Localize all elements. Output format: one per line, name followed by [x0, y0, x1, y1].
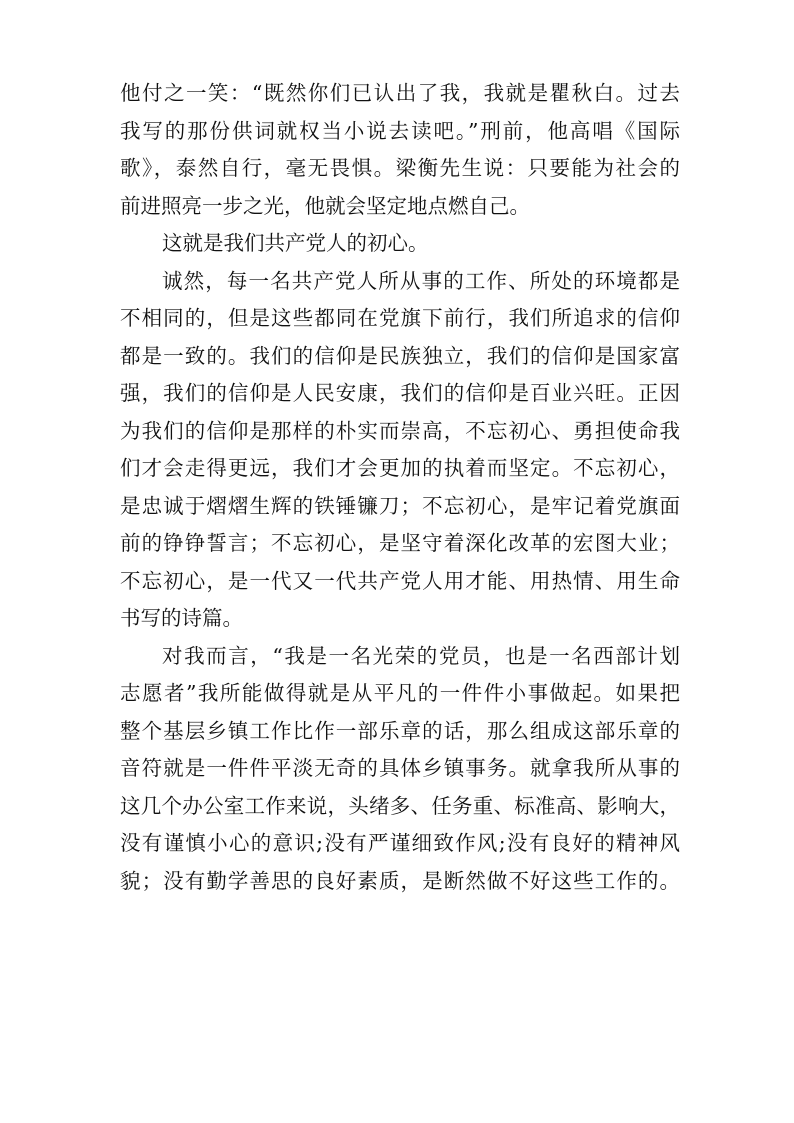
text-line: 们才会走得更远，我们才会更加的执着而坚定。不忘初心， [120, 456, 680, 480]
text-line: 志愿者”我所能做得就是从平凡的一件件小事做起。如果把 [120, 681, 680, 705]
text-line: 整个基层乡镇工作比作一部乐章的话，那么组成这部乐章的 [120, 718, 680, 743]
body-text [120, 75, 680, 900]
text-line: 强，我们的信仰是人民安康，我们的信仰是百业兴旺。正因 [120, 381, 680, 405]
text-line: 他付之一笑：“既然你们已认出了我，我就是瞿秋白。过去 [120, 81, 680, 105]
text-line: 为我们的信仰是那样的朴实而崇高，不忘初心、勇担使命我 [120, 418, 680, 443]
paragraph-start-line: 这就是我们共产党人的初心。 [162, 231, 429, 255]
text-line: 歌》，泰然自行，毫无畏惧。梁衡先生说：只要能为社会的 [120, 156, 680, 180]
paragraph-start-line: 诚然，每一名共产党人所从事的工作、所处的环境都是 [162, 268, 680, 293]
text-line: 前的铮铮誓言；不忘初心，是坚守着深化改革的宏图大业； [120, 531, 680, 555]
text-line: 这几个办公室工作来说，头绪多、任务重、标准高、影响大， [120, 793, 680, 818]
paragraph-start-line: 对我而言，“我是一名光荣的党员，也是一名西部计划 [162, 643, 680, 668]
text-line: 我写的那份供词就权当小说去读吧。”刑前，他高唱《国际 [120, 118, 680, 143]
text-line: 书写的诗篇。 [120, 606, 243, 630]
text-line: 都是一致的。我们的信仰是民族独立，我们的信仰是国家富 [120, 343, 680, 368]
text-line: 是忠诚于熠熠生辉的铁锤镰刀；不忘初心，是牢记着党旗面 [120, 493, 680, 518]
text-line: 不忘初心，是一代又一代共产党人用才能、用热情、用生命 [120, 568, 680, 593]
text-line: 没有谨慎小心的意识;没有严谨细致作风;没有良好的精神风 [120, 831, 680, 855]
text-line: 不相同的，但是这些都同在党旗下前行，我们所追求的信仰 [120, 306, 680, 330]
text-line: 貌；没有勤学善思的良好素质，是断然做不好这些工作的。 [120, 868, 680, 893]
text-line: 前进照亮一步之光，他就会坚定地点燃自己。 [120, 193, 530, 218]
text-line: 音符就是一件件平淡无奇的具体乡镇事务。就拿我所从事的 [120, 756, 680, 780]
